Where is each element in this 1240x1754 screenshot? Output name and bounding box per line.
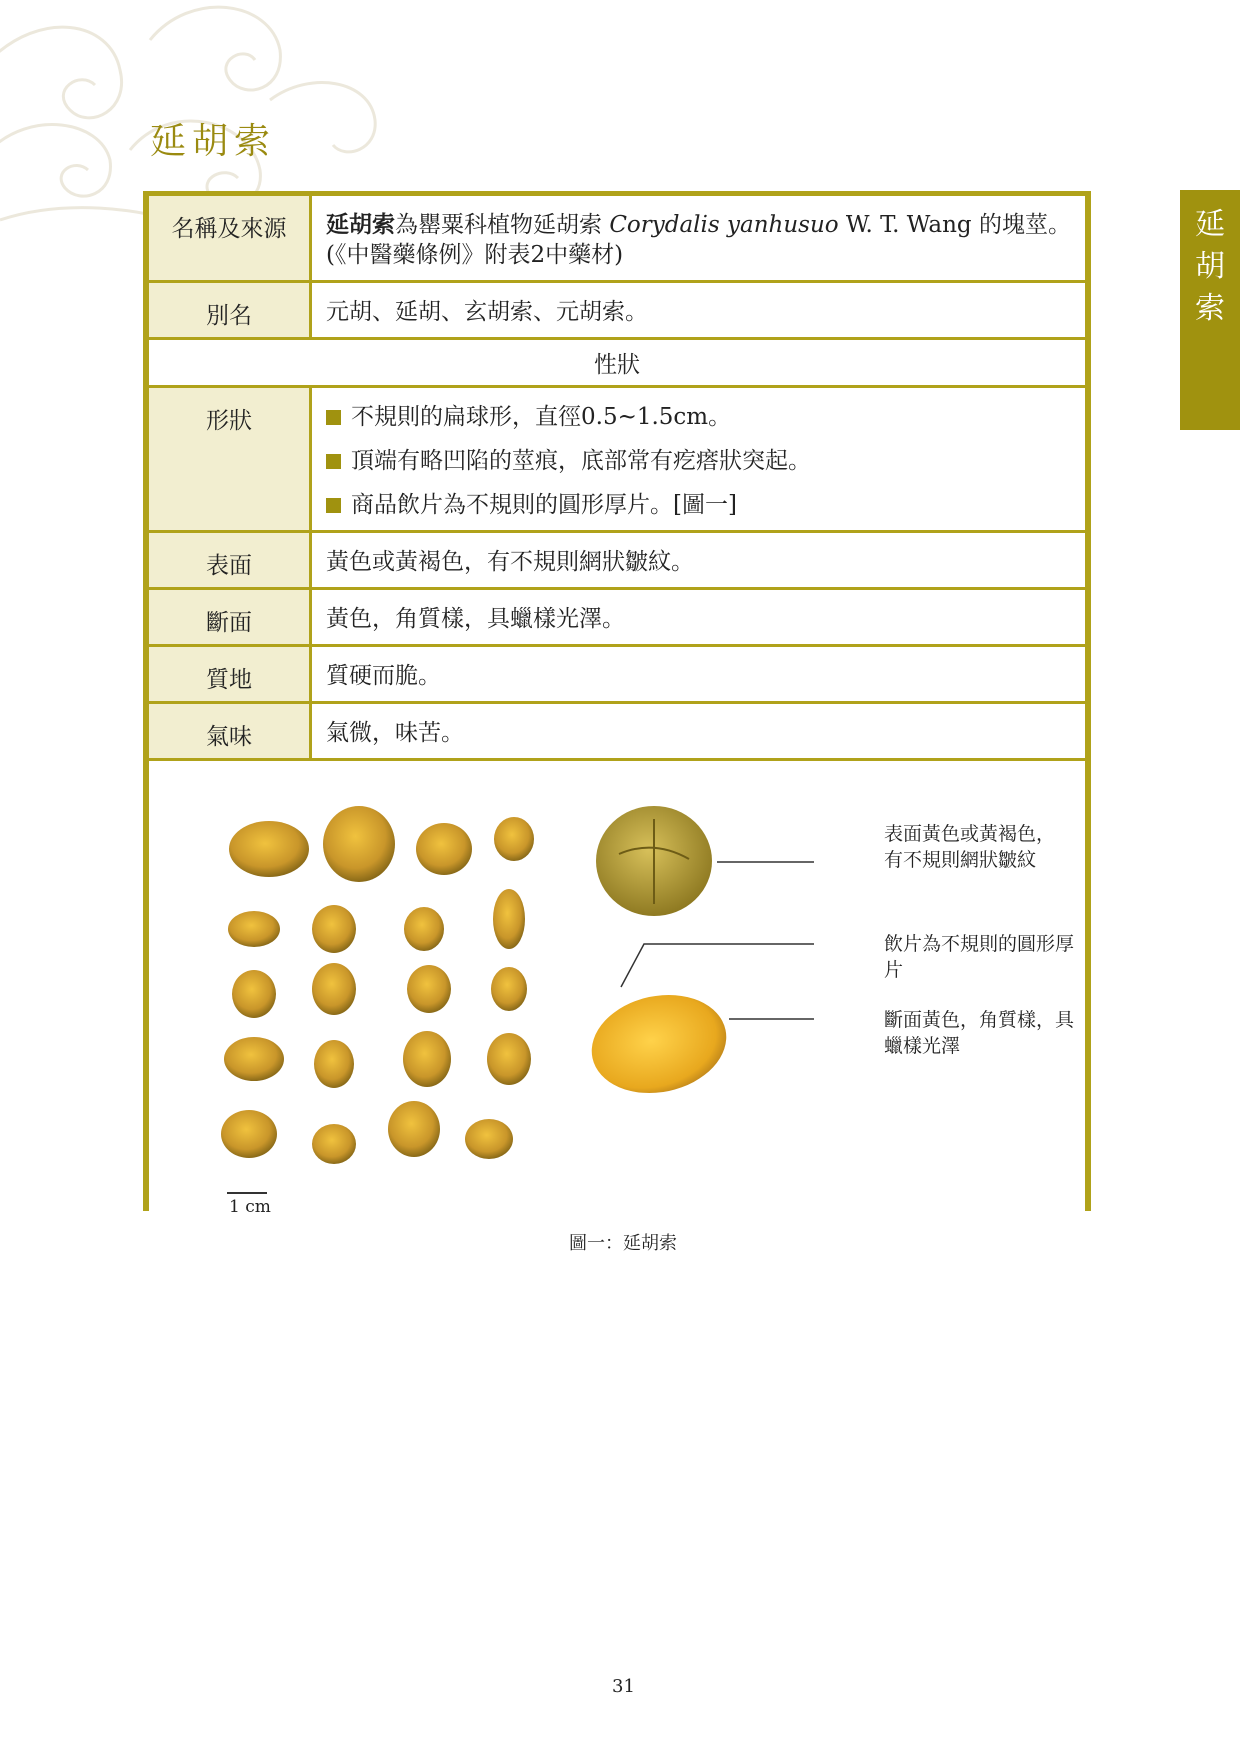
label-source: 名稱及來源 — [149, 196, 312, 280]
shape-bullet — [326, 490, 1071, 520]
shape-bullet — [326, 446, 1071, 476]
page-title: 延胡索 — [150, 121, 277, 162]
figure-cell — [149, 761, 1085, 1273]
annotation-cross-section: 斷面黃色，角質樣，具蠟樣光澤 — [884, 1009, 1075, 1057]
row-section-title — [149, 340, 1085, 385]
annotation-surface-line1: 表面黃色或黃褐色， — [884, 823, 1056, 845]
value-shape — [312, 388, 1085, 530]
row-shape — [149, 388, 1085, 530]
bullet-text: 商品飲片為不規則的圓形厚片。[圖一] — [351, 492, 737, 518]
annotation-surface — [884, 821, 1055, 873]
row-surface — [149, 533, 1085, 587]
figure-caption: 圖一：延胡索 — [569, 1233, 677, 1254]
square-bullet-icon — [326, 498, 341, 513]
page-number: 31 — [612, 1676, 635, 1697]
side-tab-char: 索 — [1195, 291, 1225, 326]
tuber-group — [221, 806, 534, 1164]
row-figure — [149, 761, 1085, 1273]
bullet-text: 不規則的扁球形，直徑0.5~1.5cm。 — [351, 404, 732, 430]
square-bullet-icon — [326, 410, 341, 425]
scale-label: 1 cm — [229, 1197, 271, 1217]
annotation-surface-line2: 有不規則網狀皺紋 — [884, 849, 1037, 871]
value-surface: 黃色或黃褐色，有不規則網狀皺紋。 — [312, 533, 1085, 587]
tuber-photo-illustration — [189, 779, 989, 1249]
source-text-b: W. T. Wang 的塊莖。(《中醫藥條例》附表2中藥材) — [326, 212, 1071, 268]
label-cross-section: 斷面 — [149, 590, 312, 644]
row-cross-section — [149, 590, 1085, 644]
monograph-panel — [143, 191, 1091, 1254]
bullet-text: 頂端有略凹陷的莖痕，底部常有疙瘩狀突起。 — [351, 448, 811, 474]
value-source — [312, 196, 1085, 280]
label-odor: 氣味 — [149, 704, 312, 758]
side-tab-char: 胡 — [1195, 249, 1225, 284]
slice-closeup — [583, 983, 736, 1105]
drug-name-bold: 延胡索 — [326, 211, 395, 238]
side-tab — [1180, 190, 1240, 430]
value-odor: 氣微，味苦。 — [312, 704, 1085, 758]
monograph-table — [149, 193, 1085, 1276]
value-alias: 元胡、延胡、玄胡索、元胡索。 — [312, 283, 1085, 337]
source-text-a: 為罌粟科植物延胡索 — [395, 212, 602, 238]
label-alias: 別名 — [149, 283, 312, 337]
scale-bar — [227, 1192, 267, 1194]
section-title: 性狀 — [149, 340, 1085, 385]
label-texture: 質地 — [149, 647, 312, 701]
row-alias — [149, 283, 1085, 337]
annotation-slice: 飲片為不規則的圓形厚片 — [884, 933, 1075, 981]
row-source — [149, 196, 1085, 280]
label-surface: 表面 — [149, 533, 312, 587]
shape-bullet — [326, 402, 1071, 432]
value-texture: 質硬而脆。 — [312, 647, 1085, 701]
square-bullet-icon — [326, 454, 341, 469]
value-cross-section: 黃色，角質樣，具蠟樣光澤。 — [312, 590, 1085, 644]
side-tab-char: 延 — [1195, 207, 1225, 242]
row-odor — [149, 704, 1085, 758]
label-shape: 形狀 — [149, 388, 312, 530]
row-texture — [149, 647, 1085, 701]
latin-name: Corydalis yanhusuo — [609, 212, 839, 238]
